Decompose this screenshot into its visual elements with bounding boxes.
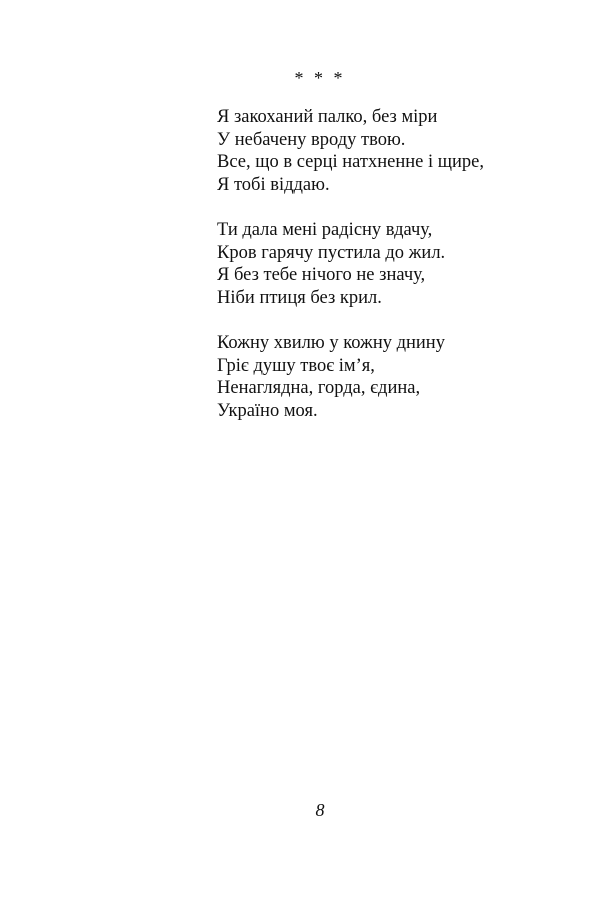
stanza-1 (217, 106, 577, 196)
poem (217, 106, 577, 445)
poem-line: Ненаглядна, горда, єдина, (217, 378, 421, 398)
poem-line: Я закоханий палко, без міри (217, 107, 438, 127)
poem-line: У небачену вроду твою. (217, 129, 406, 150)
poem-line: Все, що в серці натхненне і щире, (217, 152, 484, 172)
poem-line: Україно моя. (217, 400, 318, 421)
poem-line: Я без тебе нічого не значу, (217, 265, 426, 285)
poem-line: Кров гарячу пустила до жил. (217, 242, 446, 263)
stanza-2 (217, 219, 577, 309)
poem-line: Ніби птиця без крил. (217, 287, 382, 308)
stanza-3 (217, 332, 577, 422)
section-separator: * * * (294, 68, 346, 88)
poem-line: Кожну хвилю у кожну днину (217, 333, 445, 353)
poem-line: Ти дала мені радісну вдачу, (217, 220, 433, 240)
poem-line: Я тобі віддаю. (217, 174, 330, 195)
poem-line: Гріє душу твоє ім’я, (217, 355, 375, 376)
page-number: 8 (315, 800, 325, 820)
